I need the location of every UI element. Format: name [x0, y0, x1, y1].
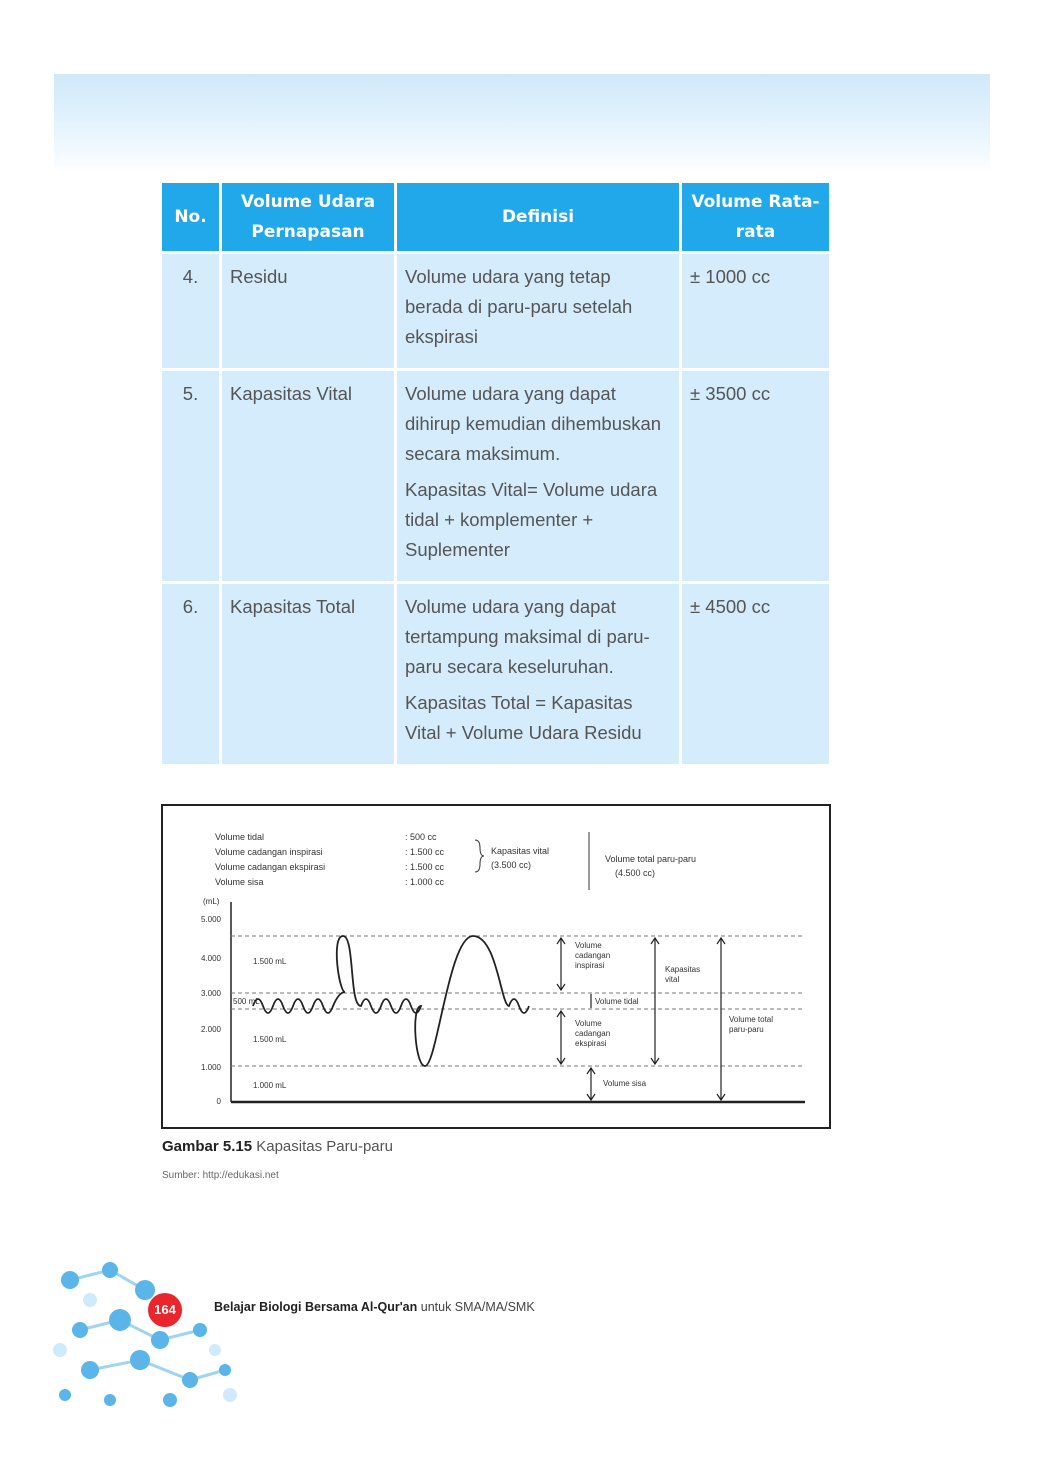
header-no: No. — [162, 183, 222, 251]
erv-side-label: Volume — [575, 1019, 602, 1028]
irv-side-label: cadangan — [575, 951, 611, 960]
legend-value: : 1.500 cc — [405, 862, 445, 872]
figure-caption — [162, 1138, 393, 1155]
total-bracket-value: (4.500 cc) — [615, 868, 656, 878]
vital-side-label: Kapasitas — [665, 965, 701, 974]
row-average: ± 3500 cc — [682, 368, 829, 581]
vital-bracket-value: (3.500 cc) — [491, 860, 532, 870]
page-number-badge: 164 — [148, 1293, 182, 1327]
caption-text: Kapasitas Paru-paru — [256, 1138, 393, 1155]
row-average: ± 1000 cc — [682, 251, 829, 368]
definition-formula: Kapasitas Vital= Volume udara tidal + komplementer + Suplementer — [405, 479, 658, 560]
legend-label: Volume tidal — [215, 832, 265, 842]
vital-side-label: vital — [665, 975, 680, 984]
vital-bracket-label: Kapasitas vital — [491, 846, 550, 856]
erv-label: 1.500 mL — [253, 1035, 287, 1044]
table-row — [162, 368, 829, 581]
irv-label: 1.500 mL — [253, 957, 287, 966]
definition-text: Volume udara yang dapat tertampung maksimal di paru-paru secara keseluruhan. — [405, 596, 650, 677]
irv-side-label: inspirasi — [575, 961, 605, 970]
vital-brace — [475, 840, 484, 872]
irv-side-label: Volume — [575, 941, 602, 950]
legend-label: Volume sisa — [215, 877, 264, 887]
row-definition — [397, 581, 682, 764]
row-definition — [397, 251, 682, 368]
row-name: Kapasitas Vital — [222, 368, 397, 581]
y-tick-label: 1.000 — [200, 1063, 221, 1072]
residual-label: 1.000 mL — [253, 1081, 287, 1090]
footer-book-rest: untuk SMA/MA/SMK — [417, 1300, 535, 1314]
footer-book-title — [214, 1300, 535, 1314]
header-average: Volume Rata-rata — [682, 183, 829, 251]
reference-lines — [231, 936, 805, 1066]
row-average: ± 4500 cc — [682, 581, 829, 764]
total-side-label: Volume total — [729, 1015, 774, 1024]
row-definition — [397, 368, 682, 581]
row-no: 4. — [162, 251, 222, 368]
table-row — [162, 581, 829, 764]
header-volume: Volume Udara Pernapasan — [222, 183, 397, 251]
molecule-decoration — [50, 1250, 250, 1410]
figure-legend — [215, 832, 696, 890]
footer-book-bold: Belajar Biologi Bersama Al-Qur'an — [214, 1300, 418, 1314]
top-decorative-band — [54, 74, 990, 174]
erv-side-label: cadangan — [575, 1029, 611, 1038]
definition-formula: Kapasitas Total = Kapasitas Vital + Volume Udara Residu — [405, 692, 642, 743]
trace-labels — [233, 957, 287, 1090]
row-name: Kapasitas Total — [222, 581, 397, 764]
legend-label: Volume cadangan inspirasi — [215, 847, 323, 857]
row-no: 5. — [162, 368, 222, 581]
y-ticks — [201, 915, 222, 1106]
table-row — [162, 251, 829, 368]
definition-text: Volume udara yang tetap berada di paru-paru setelah ekspirasi — [405, 266, 633, 347]
residual-side-label: Volume sisa — [603, 1079, 647, 1088]
lung-capacity-figure — [161, 804, 831, 1129]
y-tick-label: 5.000 — [200, 915, 221, 924]
legend-value: : 500 cc — [405, 832, 437, 842]
y-tick-label: 0 — [216, 1097, 221, 1106]
lung-volume-table — [162, 183, 829, 764]
total-side-label: paru-paru — [729, 1025, 764, 1034]
tidal-label: 500 mL — [233, 997, 260, 1006]
row-no: 6. — [162, 581, 222, 764]
legend-value: : 1.500 cc — [405, 847, 445, 857]
total-bracket-label: Volume total paru-paru — [605, 854, 697, 864]
y-unit-label: (mL) — [203, 897, 220, 906]
row-name: Residu — [222, 251, 397, 368]
header-definition: Definisi — [397, 183, 682, 251]
definition-text: Volume udara yang dapat dihirup kemudian dihembuskan secara maksimum. — [405, 383, 662, 464]
erv-side-label: ekspirasi — [575, 1039, 607, 1048]
y-tick-label: 3.000 — [200, 989, 221, 998]
y-tick-label: 4.000 — [200, 954, 221, 963]
caption-number: Gambar 5.15 — [162, 1138, 253, 1155]
legend-label: Volume cadangan ekspirasi — [215, 862, 326, 872]
tidal-side-label: Volume tidal — [595, 997, 639, 1006]
spirometer-trace — [253, 936, 529, 1066]
y-tick-label: 2.000 — [200, 1025, 221, 1034]
legend-value: : 1.000 cc — [405, 877, 445, 887]
figure-source: Sumber: http://edukasi.net — [162, 1170, 279, 1181]
